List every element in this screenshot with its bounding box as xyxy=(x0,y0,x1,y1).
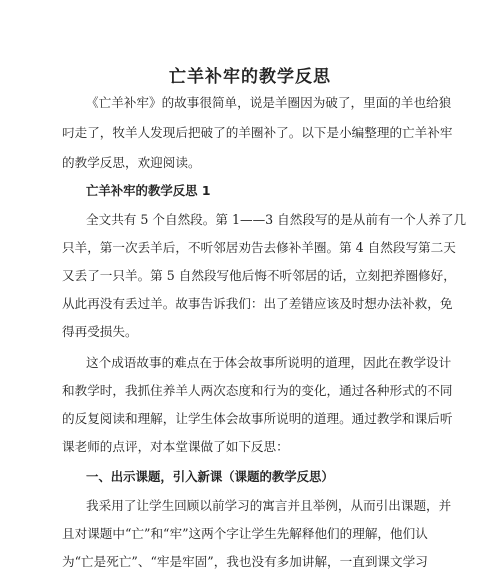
para2-line-3: 的反复阅读和理解，让学生体会故事所说明的道理。通过教学和课后听 xyxy=(62,411,453,426)
para2-line-1: 这个成语故事的难点在于体会故事所说明的道理，因此在教学设计 xyxy=(86,355,452,370)
para3-line-3: 为“亡是死亡”、“牢是牢固”，我也没有多加讲解，一直到课文学习 xyxy=(62,554,428,569)
intro-line-1: 《亡羊补牢》的故事很简单，说是羊圈因为破了，里面的羊也给狼 xyxy=(86,95,452,110)
intro-line-3: 的教学反思，欢迎阅读。 xyxy=(62,155,201,170)
para1-line-3: 又丢了一只羊。第 5 自然段写他后悔不听邻居的话，立刻把养圈修好， xyxy=(62,268,456,283)
document-title: 亡羊补牢的教学反思 xyxy=(169,67,331,87)
para2-line-2: 和教学时，我抓住养羊人两次态度和行为的变化，通过各种形式的不同 xyxy=(62,383,453,398)
para1-line-5: 得再受损失。 xyxy=(62,324,138,339)
para3-line-2: 且对课题中“亡”和“牢”这两个字让学生先解释他们的理解，他们认 xyxy=(62,526,428,541)
para3-line-1: 我采用了让学生回顾以前学习的寓言并且举例，从而引出课题，并 xyxy=(86,498,452,513)
subheading: 一、出示课题，引入新课（课题的教学反思） xyxy=(86,469,334,484)
para1-line-1: 全文共有 5 个自然段。第 1——3 自然段写的是从前有一个人养了几 xyxy=(86,212,467,227)
para1-line-2: 只羊，第一次丢羊后，不听邻居劝告去修补羊圈。第 4 自然段写第二天 xyxy=(62,240,456,255)
section-heading: 亡羊补牢的教学反思 1 xyxy=(86,183,211,198)
para2-line-4: 课老师的点评，对本堂课做了如下反思： xyxy=(62,439,289,454)
para1-line-4: 从此再没有丢过羊。故事告诉我们：出了差错应该及时想办法补救，免 xyxy=(62,296,453,311)
intro-line-2: 叼走了，牧羊人发现后把破了的羊圈补了。以下是小编整理的亡羊补牢 xyxy=(62,125,453,140)
